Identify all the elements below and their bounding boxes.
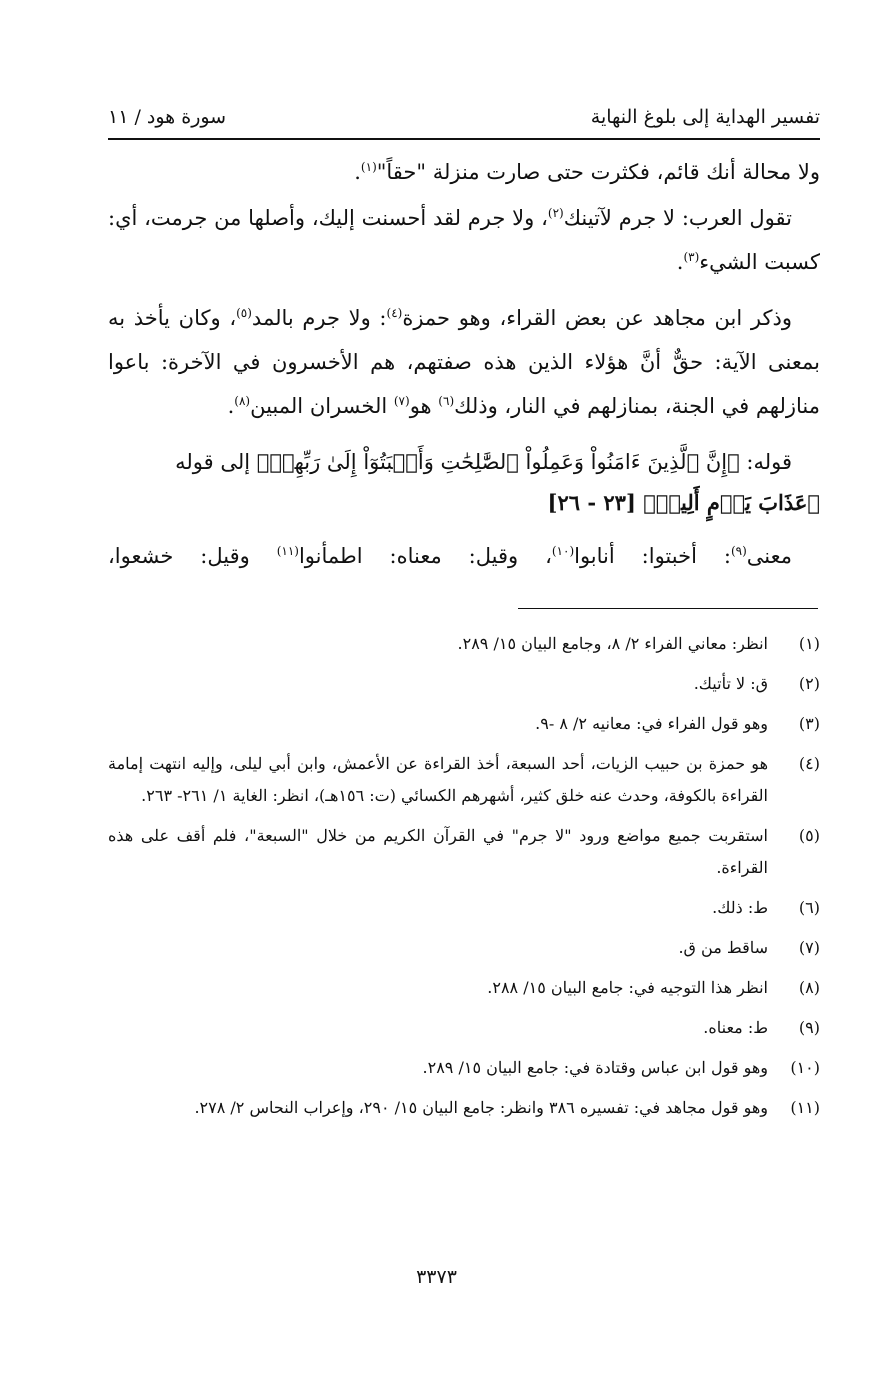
header-divider	[108, 138, 820, 140]
footnote-text: هو حمزة بن حبيب الزيات، أحد السبعة، أخذ القراءة عن الأعمش، وابن أبي ليلى، وإليه انتهت إمامة القراءة بالكوفة، وحدث عنه خلق كثير، أشهرهم الكسائي (ت: ١٥٦هـ)، انظر: الغاية ١/ ٢٦١- ٢٦٣.	[108, 754, 768, 805]
footnote-number: (٥)	[798, 826, 820, 845]
footnote-10	[108, 1052, 820, 1084]
book-title: تفسير الهداية إلى بلوغ النهاية	[590, 106, 820, 128]
footnote-number: (٤)	[798, 754, 820, 773]
footnote-9	[108, 1012, 820, 1044]
footnote-text: استقربت جميع مواضع ورود "لا جرم" في القرآن الكريم من خلال "السبعة"، فلم أقف على هذه القراءة.	[108, 826, 768, 877]
verse-reference: [٢٣ - ٢٦]	[547, 490, 636, 515]
footnote-ref-11: (١١)	[276, 544, 299, 558]
footnote-text: وهو قول الفراء في: معانيه ٢/ ٨ -٩.	[535, 714, 768, 733]
footnote-number: (٨)	[798, 978, 820, 997]
running-header	[108, 100, 820, 134]
paragraph-text: ، وقيل: معناه: اطمأنوا	[298, 544, 552, 568]
page-number: ٣٣٧٣	[416, 1266, 457, 1288]
footnote-number: (٧)	[798, 938, 820, 957]
paragraph-text: : أخبتوا: أنابوا	[574, 544, 731, 568]
footnote-ref-9: (٩)	[730, 544, 747, 558]
footnote-ref-8: (٨)	[234, 394, 251, 408]
footnote-number: (٣)	[798, 714, 820, 733]
footnote-ref-3: (٣)	[683, 250, 700, 264]
footnote-4	[108, 748, 820, 812]
footnote-8	[108, 972, 820, 1004]
footnote-number: (١١)	[790, 1098, 820, 1117]
paragraph-text: .	[227, 394, 235, 418]
paragraph-text: : ولا جرم بالمد	[251, 306, 387, 330]
footnotes	[108, 628, 820, 1132]
paragraph-1	[108, 150, 820, 194]
footnote-number: (٩)	[798, 1018, 820, 1037]
footnote-number: (١)	[798, 634, 820, 653]
footnote-text: ط: معناه.	[703, 1018, 768, 1037]
paragraph-text: وقيل: خشعوا،	[108, 544, 277, 568]
footnote-ref-4: (٤)	[386, 306, 403, 320]
footnote-3	[108, 708, 820, 740]
footnote-text: وهو قول ابن عباس وقتادة في: جامع البيان ١٥/ ٢٨٩.	[422, 1058, 768, 1077]
surah-label: سورة هود / ١١	[108, 106, 227, 128]
footnote-1	[108, 628, 820, 660]
footnote-ref-6: (٦)	[438, 394, 455, 408]
paragraph-4	[108, 534, 820, 578]
footnote-5	[108, 820, 820, 884]
paragraph-text: هو	[409, 394, 439, 418]
footnote-ref-10: (١٠)	[551, 544, 575, 558]
footnote-number: (٢)	[798, 674, 820, 693]
footnote-text: وهو قول مجاهد في: تفسيره ٣٨٦ وانظر: جامع البيان ١٥/ ٢٩٠، وإعراب النحاس ٢/ ٢٧٨.	[194, 1098, 768, 1117]
paragraph-text: ولا محالة أنك قائم، فكثرت حتى صارت منزلة "حقاً"	[376, 160, 820, 184]
footnote-2	[108, 668, 820, 700]
footnote-text: ساقط من ق.	[678, 938, 768, 957]
footnote-text: ط: ذلك.	[712, 898, 768, 917]
footnote-ref-7: (٧)	[393, 394, 410, 408]
footnote-ref-2: (٢)	[547, 206, 564, 220]
verse-heading: قوله: ﴿إِنَّ ٱلَّذِينَ ءَامَنُواْ وَعَمِلُواْ ٱلصَّٰلِحَٰتِ وَأَخۡبَتُوٓاْ إِلَىٰ رَبِّهِمۡ﴾ إلى قوله	[175, 450, 792, 474]
footnote-number: (٦)	[798, 898, 820, 917]
footnote-7	[108, 932, 820, 964]
paragraph-text: ، ولا جرم لقد أحسنت إليك، وأصلها من جرمت، أي: كسبت الشيء	[108, 206, 820, 274]
paragraph-text: .	[354, 160, 361, 184]
paragraph-text: معنى	[746, 544, 792, 568]
paragraph-text: وذكر ابن مجاهد عن بعض القراء، وهو حمزة	[402, 306, 792, 330]
footnote-divider	[518, 608, 818, 609]
paragraph-text: ، وكان يأخذ به بمعنى الآية: حقٌّ أنَّ هؤلاء الذين هذه صفتهم، هم الأخسرون في الآخرة: باعوا منازلهم في الجنة، بمنازلهم في النار، وذلك	[108, 306, 820, 418]
main-text	[108, 150, 820, 590]
verse-range	[108, 484, 820, 522]
footnote-11	[108, 1092, 820, 1124]
footnote-6	[108, 892, 820, 924]
footnote-text: ق: لا تأتيك.	[693, 674, 768, 693]
paragraph-text: .	[676, 250, 684, 274]
footnote-text: انظر هذا التوجيه في: جامع البيان ١٥/ ٢٨٨.	[487, 978, 768, 997]
verse-end: ﴿عَذَابَ يَوۡمٍ أَلِيمٖ﴾	[643, 490, 820, 515]
paragraph-text: الخسران المبين	[250, 394, 394, 418]
paragraph-2	[108, 196, 820, 284]
footnote-ref-5: (٥)	[236, 306, 252, 320]
paragraph-3	[108, 296, 820, 428]
paragraph-text: تقول العرب: لا جرم لآتينك	[563, 206, 792, 230]
footnote-ref-1: (١)	[360, 160, 377, 174]
footnote-text: انظر: معاني الفراء ٢/ ٨، وجامع البيان ١٥/ ٢٨٩.	[457, 634, 768, 653]
footnote-number: (١٠)	[790, 1058, 820, 1077]
